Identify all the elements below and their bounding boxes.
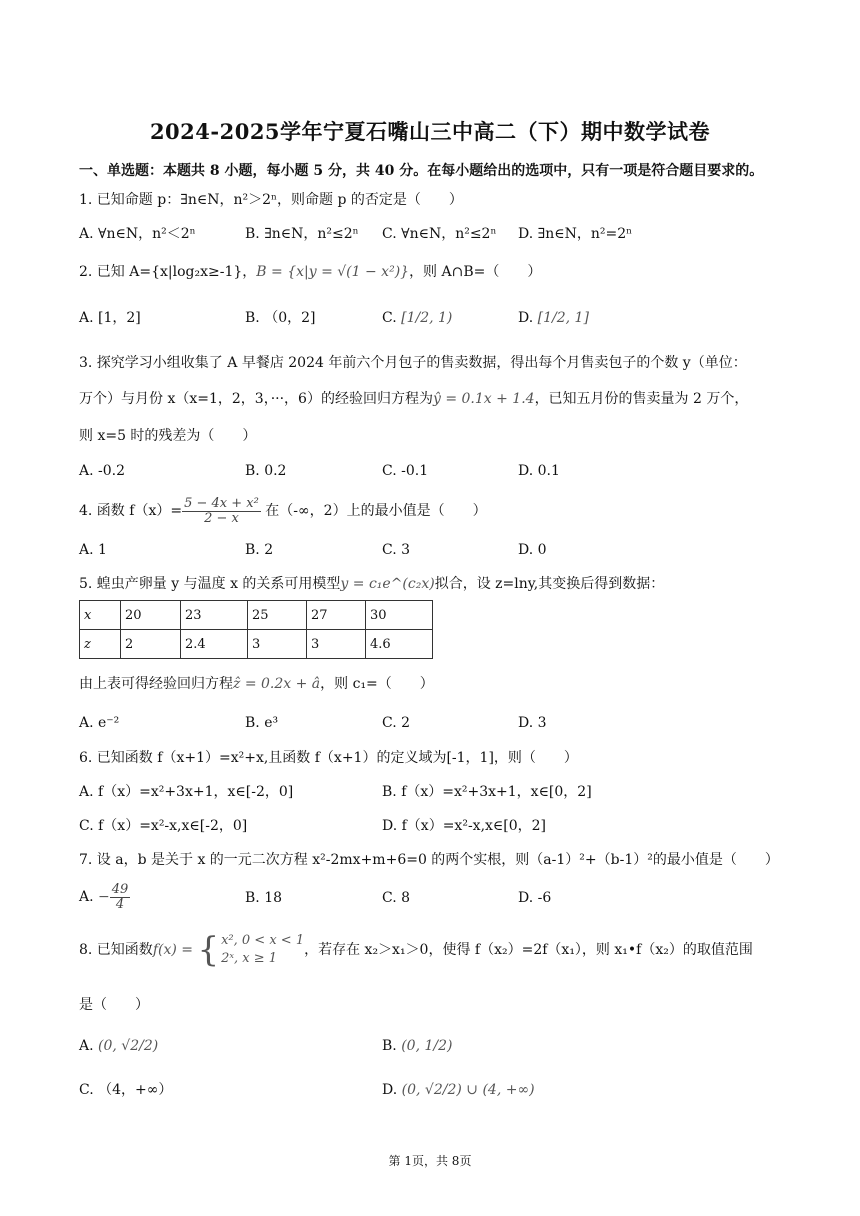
- q5-formula2: ẑ = 0.2x + â: [233, 676, 321, 692]
- q4-option-d: D. 0: [518, 542, 547, 558]
- table-cell: 3: [248, 630, 307, 659]
- q1-option-b: B. ∃n∈N，n²≤2ⁿ: [245, 226, 359, 242]
- q6-stem: 6. 已知函数 f（x+1）=x²+x,且函数 f（x+1）的定义域为[-1，1]，则（ ）: [79, 750, 578, 766]
- q6-option-a: A. f（x）=x²+3x+1，x∈[-2，0]: [79, 784, 294, 800]
- q8-option-a: A. (0, √2/2): [79, 1038, 159, 1054]
- q7-option-b: B. 18: [245, 890, 283, 906]
- q3-option-a: A. -0.2: [79, 463, 126, 479]
- q3-option-c: C. -0.1: [382, 463, 429, 479]
- q1-option-c: C. ∀n∈N，n²≤2ⁿ: [382, 226, 497, 242]
- q5-option-b: B. e³: [245, 715, 279, 731]
- q2-option-d-formula: [1/2, 1]: [537, 310, 589, 326]
- q5-option-c: C. 2: [382, 715, 411, 731]
- q1-stem: 1. 已知命题 p：∃n∈N，n²＞2ⁿ，则命题 p 的否定是（ ）: [79, 192, 463, 208]
- q4-option-b: B. 2: [245, 542, 274, 558]
- q4-stem: 4. 函数 f（x）= $\frac{\text{5 − 4x + x²}}{2 - x}$ 在（-∞，2）上的最小值是（ ）: [79, 495, 487, 526]
- q3-option-b: B. 0.2: [245, 463, 287, 479]
- q2-option-a: A. [1，2]: [79, 310, 141, 326]
- q2-option-b: B. （0，2]: [245, 310, 316, 326]
- q8-option-b: B. (0, 1/2): [382, 1038, 453, 1054]
- table-cell: 20: [121, 601, 181, 630]
- q3-option-d: D. 0.1: [518, 463, 560, 479]
- q7-stem: 7. 设 a，b 是关于 x 的一元二次方程 x²-2mx+m+6=0 的两个实根，则（a-1）²+（b-1）²的最小值是（ ）: [79, 852, 779, 868]
- q5-stem: 5. 蝗虫产卵量 y 与温度 x 的关系可用模型y = c₁e^(c₂x)拟合，设 z=lny,其变换后得到数据：: [79, 576, 665, 592]
- q7-option-d: D. -6: [518, 890, 552, 906]
- q3-line2: 万个）与月份 x（x=1，2，3，···，6）的经验回归方程为ŷ = 0.1x + 1.4，已知五月份的售卖量为 2 万个，: [79, 391, 749, 407]
- table-cell: 23: [181, 601, 248, 630]
- q8-cases: x², 0 < x < 1 2ˣ, x ≥ 1: [221, 933, 305, 966]
- q4-option-a: A. 1: [79, 542, 107, 558]
- q2-formula: B = {x|y = √(1 − x²)}: [256, 264, 410, 280]
- q7-option-a: A. − $\frac{49}{4}$: [79, 881, 129, 912]
- page-footer: 第 1页，共 8页: [388, 1154, 472, 1168]
- q5-line2: 由上表可得经验回归方程ẑ = 0.2x + â，则 c₁=（ ）: [79, 676, 434, 692]
- table-row: [80, 601, 433, 630]
- q2-stem-b: ，则 A∩B=（ ）: [409, 264, 542, 280]
- q8-option-d: D. (0, √2/2) ∪ (4, +∞): [382, 1082, 535, 1098]
- q2-option-c: C. [1/2, 1): [382, 310, 453, 326]
- q8-option-c: C. （4，+∞）: [79, 1082, 173, 1098]
- q8-stem: 8. 已知函数f(x) = { x², 0 < x < 1 2ˣ, x ≥ 1 ，若存在 x₂＞x₁＞0，使得 f（x₂）=2f（x₁），则 x₁•f（x₂）的取值范围: [79, 930, 753, 970]
- q6-option-c: C. f（x）=x²-x,x∈[-2，0]: [79, 818, 248, 834]
- q4-option-c: C. 3: [382, 542, 411, 558]
- q3-formula: ŷ = 0.1x + 1.4: [432, 391, 535, 407]
- table-cell: 30: [366, 601, 433, 630]
- q5-option-d: D. 3: [518, 715, 547, 731]
- table-cell: 3: [307, 630, 366, 659]
- q2-option-c-formula: [1/2, 1): [401, 310, 453, 326]
- q2-stem: [79, 262, 541, 282]
- q8-formula-lhs: f(x) =: [152, 942, 193, 958]
- q7-option-c: C. 8: [382, 890, 411, 906]
- page-title: 2024-2025学年宁夏石嘴山三中高二（下）期中数学试卷: [149, 119, 711, 144]
- brace-icon: {: [197, 930, 220, 970]
- section-heading: 一、单选题：本题共 8 小题，每小题 5 分，共 40 分。在每小题给出的选项中，只有一项是符合题目要求的。: [79, 163, 764, 179]
- table-row: [80, 630, 433, 659]
- q1-option-a: A. ∀n∈N，n²＜2ⁿ: [79, 226, 196, 242]
- q5-formula: y = c₁e^(c₂x): [340, 576, 435, 592]
- q6-option-b: B. f（x）=x²+3x+1，x∈[0，2]: [382, 784, 592, 800]
- table-cell: 27: [307, 601, 366, 630]
- table-cell: 2.4: [181, 630, 248, 659]
- q2-option-d: D. [1/2, 1]: [518, 310, 589, 326]
- table-cell: z: [80, 630, 121, 659]
- q3-line1: 3. 探究学习小组收集了 A 早餐店 2024 年前六个月包子的售卖数据，得出每个月售卖包子的个数 y（单位：: [79, 355, 747, 371]
- q1-option-d: D. ∃n∈N，n²=2ⁿ: [518, 226, 633, 242]
- q6-option-d: D. f（x）=x²-x,x∈[0，2]: [382, 818, 547, 834]
- table-cell: 2: [121, 630, 181, 659]
- table-cell: x: [80, 601, 121, 630]
- q5-option-a: A. e⁻²: [79, 715, 120, 731]
- q4-fraction: $\frac{\text{5 − 4x + x²}}{2 - x}$: [184, 495, 259, 526]
- q2-stem-a: 2. 已知 A={x|log₂x≥-1}，: [79, 264, 257, 280]
- q5-data-table: [79, 600, 433, 659]
- table-cell: 25: [248, 601, 307, 630]
- q8-line2: 是（ ）: [79, 997, 149, 1013]
- q3-line3: 则 x=5 时的残差为（ ）: [79, 428, 257, 444]
- q7-option-a-fraction: $\frac{49}{4}$: [111, 881, 129, 912]
- table-cell: 4.6: [366, 630, 433, 659]
